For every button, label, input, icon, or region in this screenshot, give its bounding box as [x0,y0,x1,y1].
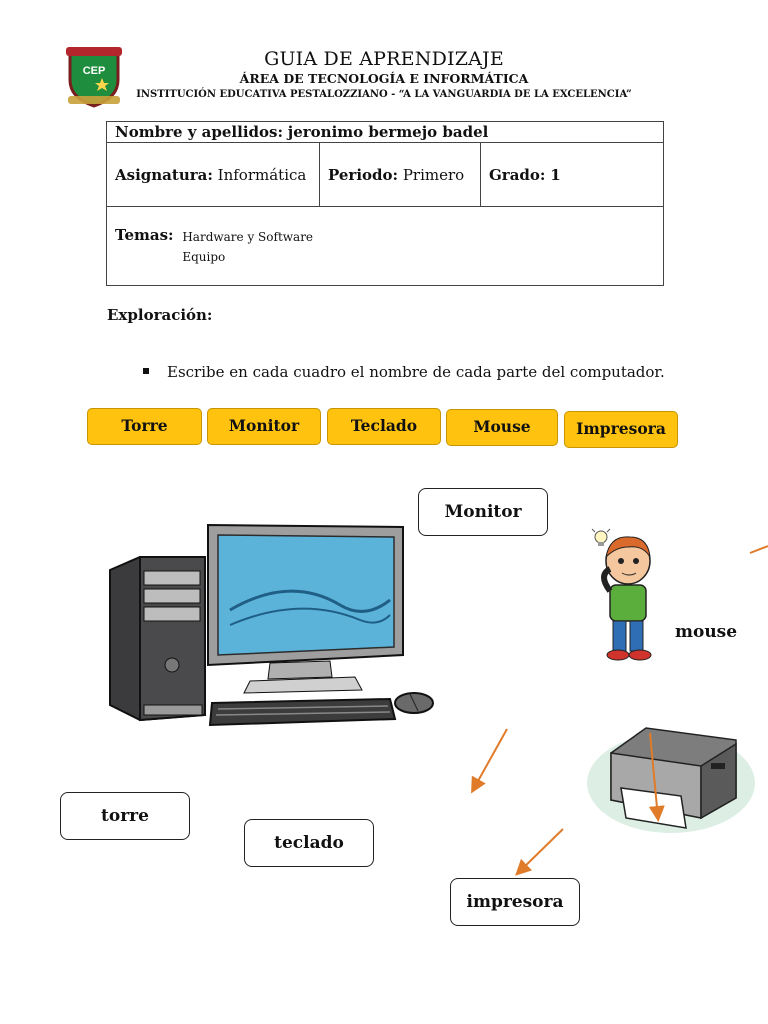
arrow-keyboard [473,729,507,790]
topic-item: Hardware y Software [182,229,314,244]
word-chip-mouse[interactable]: Mouse [446,409,558,446]
answer-box-keyboard[interactable]: teclado [244,819,374,867]
topic-item: Equipo [182,249,226,264]
grade-value: 1 [550,165,561,184]
topics-label: Temas: [115,225,174,244]
page-title: GUIA DE APRENDIZAJE [264,48,504,70]
institution-subtitle: INSTITUCIÓN EDUCATIVA PESTALOZZIANO - “A LA VANGUARDIA DE LA EXCELENCIA” [136,89,632,100]
word-chip-impresora[interactable]: Impresora [564,411,678,448]
area-subtitle: ÁREA DE TECNOLOGÍA E INFORMÁTICA [239,71,529,86]
instruction-label: Escribe en cada cuadro el nombre de cada parte del computador. [167,363,665,381]
exploration-heading: Exploración: [107,306,213,324]
answer-box-monitor[interactable]: Monitor [418,488,548,536]
name-value: jeronimo bermejo badel [287,123,489,141]
logo-text: CEP [82,65,106,77]
arrow-printer [518,829,563,873]
answer-box-printer[interactable]: impresora [450,878,580,926]
word-chip-teclado[interactable]: Teclado [327,408,441,445]
answer-mouse[interactable]: mouse [675,622,738,642]
arrow-mouse [750,546,768,553]
arrow-printer-tray [650,733,658,818]
period-label: Periodo: [328,165,399,184]
word-chip-monitor[interactable]: Monitor [207,408,321,445]
answer-box-tower[interactable]: torre [60,792,190,840]
period-value: Primero [402,165,465,184]
name-label: Nombre y apellidos: [115,123,284,141]
grade-label: Grado: [489,165,546,184]
subject-value: Informática [217,165,307,184]
word-chip-torre[interactable]: Torre [87,408,202,445]
subject-label: Asignatura: [115,165,213,184]
